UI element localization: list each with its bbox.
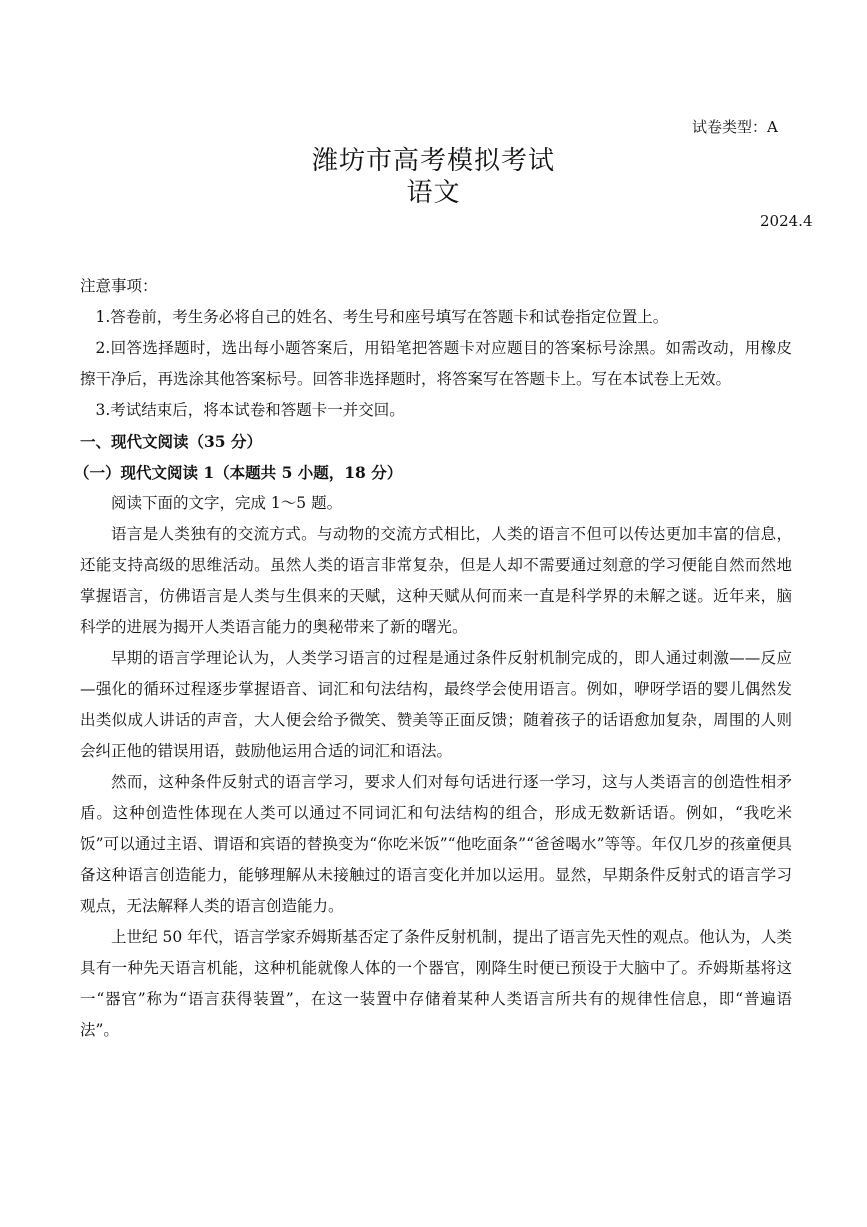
exam-title: 潍坊市高考模拟考试 [311,146,555,176]
exam-date: 2024.4 [760,212,813,230]
section-heading: 一、现代文阅读（35 分） [80,432,262,451]
notice-item-1: 1.答卷前，考生务必将自己的姓名、考生号和座号填写在答题卡和试卷指定位置上。 [95,308,669,326]
exam-type-label: 试卷类型：A [692,118,778,136]
notice-item-3: 3.考试结束后，将本试卷和答题卡一并交回。 [95,401,405,419]
passage-paragraph-3: 然而，这种条件反射式的语言学习，要求人们对每句话进行逐一学习，这与人类语言的创造性相矛盾。这种创造性体现在人类可以通过不同词汇和句法结构的组合，形成无数新话语。例如，“我吃米饭”可以通过主语、谓语和宾语的替换变为“你吃米饭”“他吃面条”“爸爸喝水”等等。年仅几岁的孩童便具备这种语言创造能力，能够理解从未接触过的语言变化并加以运用。显然，早期条件反射式的语言学习观点，无法解释人类的语言创造能力。 [80,773,792,915]
passage-paragraph-1: 语言是人类独有的交流方式。与动物的交流方式相比，人类的语言不但可以传达更加丰富的信息，还能支持高级的思维活动。虽然人类的语言非常复杂，但是人却不需要通过刻意的学习便能自然而然地掌握语言，仿佛语言是人类与生俱来的天赋，这种天赋从何而来一直是科学界的未解之谜。近年来，脑科学的进展为揭开人类语言能力的奥秘带来了新的曙光。 [80,525,792,636]
sub-section-heading: （一）现代文阅读 1（本题共 5 小题，18 分） [74,463,403,482]
exam-subject: 语文 [406,178,461,208]
passage-paragraph-2: 早期的语言学理论认为，人类学习语言的过程是通过条件反射机制完成的，即人通过刺激——反应—强化的循环过程逐步掌握语音、词汇和句法结构，最终学会使用语言。例如，咿呀学语的婴儿偶然发出类似成人讲话的声音，大人便会给予微笑、赞美等正面反馈；随着孩子的话语愈加复杂，周围的人则会纠正他的错误用语，鼓励他运用合适的词汇和语法。 [80,649,792,760]
notice-section [74,271,792,1046]
notice-heading: 注意事项： [80,277,158,295]
passage-paragraph-4: 上世纪 50 年代，语言学家乔姆斯基否定了条件反射机制，提出了语言先天性的观点。他认为，人类具有一种先天语言机能，这种机能就像人体的一个器官，刚降生时便已预设于大脑中了。乔姆斯基将这一“器官”称为“语言获得装置”，在这一装置中存储着某种人类语言所共有的规律性信息，即“普遍语法”。 [80,928,792,1039]
notice-item-2: 2.回答选择题时，选出每小题答案后，用铅笔把答题卡对应题目的答案标号涂黑。如需改动，用橡皮擦干净后，再选涂其他答案标号。回答非选择题时，将答案写在答题卡上。写在本试卷上无效。 [80,339,792,388]
reading-instruction: 阅读下面的文字，完成 1～5 题。 [111,494,343,512]
